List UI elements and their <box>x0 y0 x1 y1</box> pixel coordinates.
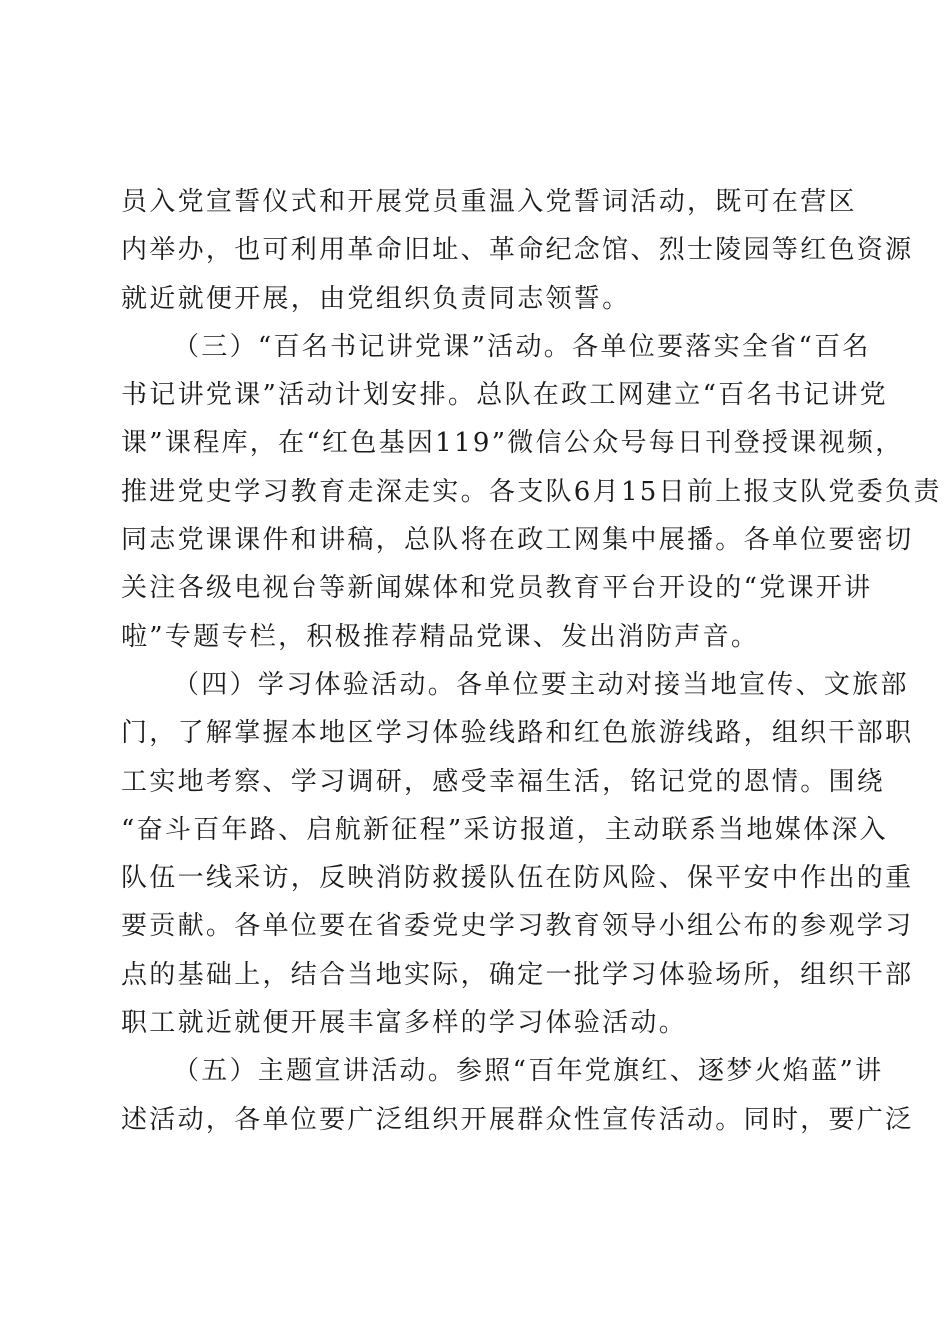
text-line: 点的基础上，结合当地实际，确定一批学习体验场所，组织干部 <box>121 959 914 990</box>
text-line: 工实地考察、学习调研，感受幸福生活，铭记党的恩情。围绕 <box>121 766 886 797</box>
text-line: 就近就便开展，由党组织负责同志领誓。 <box>121 283 631 314</box>
paragraph-learning-experience <box>121 661 914 1047</box>
text-line: （四）学习体验活动。各单位要主动对接当地宣传、文旅部 <box>173 669 909 700</box>
text-line: 课”课程库，在“红色基因119”微信公众号每日刊登授课视频， <box>121 428 904 459</box>
paragraph-theme-lecture <box>121 1047 914 1144</box>
text-line: “奋斗百年路、启航新征程”采访报道，主动联系当地媒体深入 <box>121 814 888 845</box>
text-line: （三）“百名书记讲党课”活动。各单位要落实全省“百名 <box>173 331 871 362</box>
text-line: 述活动，各单位要广泛组织开展群众性宣传活动。同时，要广泛 <box>121 1104 914 1135</box>
text-line: 队伍一线采访，反映消防救援队伍在防风险、保平安中作出的重 <box>121 863 914 894</box>
text-line: 啦”专题专栏，积极推荐精品党课、发出消防声音。 <box>121 621 760 652</box>
text-line: 同志党课课件和讲稿，总队将在政工网集中展播。各单位要密切 <box>121 525 914 556</box>
paragraph-party-lecture <box>121 323 942 661</box>
document-body <box>121 178 942 1144</box>
text-line: 员入党宣誓仪式和开展党员重温入党誓词活动，既可在营区 <box>121 187 857 217</box>
text-line: 书记讲党课”活动计划安排。总队在政工网建立“百名书记讲党 <box>121 380 888 411</box>
paragraph-oath-ceremony <box>121 178 914 323</box>
text-line: 关注各级电视台等新闻媒体和党员教育平台开设的“党课开讲 <box>121 573 873 604</box>
text-line: （五）主题宣讲活动。参照“百年党旗红、逐梦火焰蓝”讲 <box>173 1056 884 1087</box>
text-line: 门，了解掌握本地区学习体验线路和红色旅游线路，组织干部职 <box>121 718 914 749</box>
text-line: 要贡献。各单位要在省委党史学习教育领导小组公布的参观学习 <box>121 911 914 942</box>
text-line: 内举办，也可利用革命旧址、革命纪念馆、烈士陵园等红色资源 <box>121 235 914 266</box>
text-line: 职工就近就便开展丰富多样的学习体验活动。 <box>121 1008 688 1039</box>
text-line: 推进党史学习教育走深走实。各支队6月15日前上报支队党委负责 <box>121 476 942 507</box>
